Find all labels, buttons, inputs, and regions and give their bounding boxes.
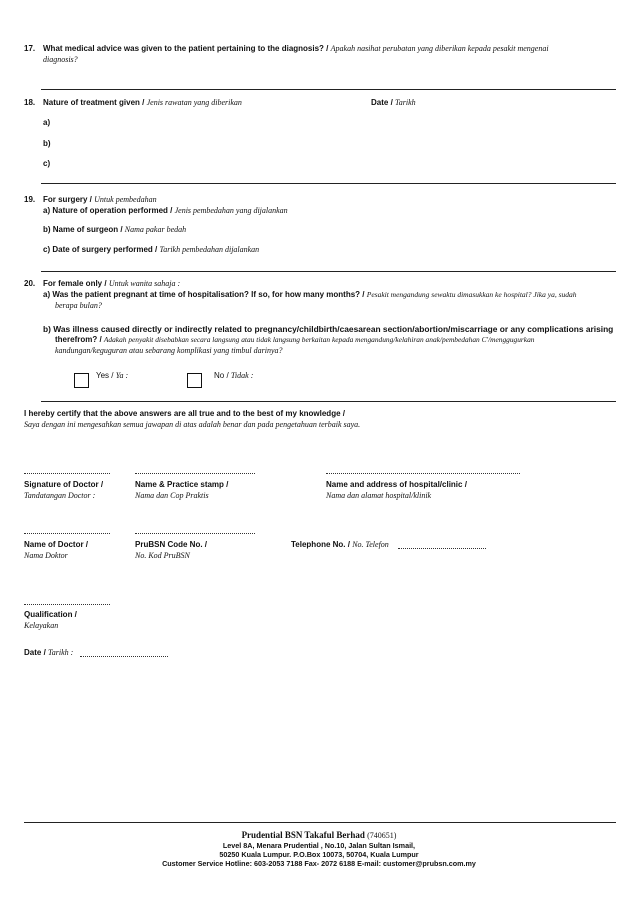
q19-c-en: c) Date of surgery performed / (43, 245, 158, 254)
q19-a-ms: Jenis pembedahan yang dijalankan (174, 206, 288, 215)
q20-b-ms-cont: kandungan/keguguran atau sebarang komplikasi yang timbul darinya? (55, 346, 283, 355)
no-label (214, 371, 253, 380)
q18-text-en: Nature of treatment given / (43, 98, 145, 107)
q17-answer-line[interactable] (41, 89, 616, 90)
q18-item-a[interactable]: a) (43, 118, 51, 127)
code-line[interactable] (135, 533, 255, 534)
q20-a-ms-cont: berapa bulan? (55, 301, 102, 310)
no-checkbox[interactable] (187, 373, 202, 388)
q19-a-en: a) Nature of operation performed / (43, 206, 173, 215)
certify-ms: Saya dengan ini mengesahkan semua jawapan di atas adalah benar dan pada pengetahuan terbaik saya. (24, 420, 361, 429)
signature-line[interactable] (24, 473, 110, 474)
q19-item-a[interactable] (43, 206, 288, 215)
date-label-ms: Tarikh : (48, 648, 74, 657)
q20-number: 20. (24, 279, 36, 288)
qualification-label-ms: Kelayakan (24, 621, 59, 630)
q19-text-en: For surgery / (43, 195, 92, 204)
q19-number: 19. (24, 195, 36, 204)
q19-heading (43, 195, 157, 204)
stamp-label-en: Name & Practice stamp / (135, 480, 229, 489)
no-label-ms: Tidak : (230, 371, 254, 380)
signature-label-ms: Tandatangan Doctor : (24, 491, 96, 500)
q19-answer-line (41, 271, 616, 272)
q18-question (43, 98, 242, 107)
q20-text-ms: Untuk wanita sahaja : (108, 279, 181, 288)
yes-label-en: Yes / (96, 371, 114, 380)
qualification-label-en: Qualification / (24, 610, 77, 619)
q20-item-a (43, 290, 577, 299)
doctor-name-line[interactable] (24, 533, 110, 534)
telephone-line[interactable] (398, 548, 486, 549)
footer-company (0, 830, 638, 840)
q20-b-en: b) Was illness caused directly or indirectly related to pregnancy/childbirth/caesarean section/abortion/miscarriage or any complications arising (43, 324, 614, 334)
yes-checkbox[interactable] (74, 373, 89, 388)
telephone-label (291, 540, 389, 549)
q18-date-en: Date / (371, 98, 393, 107)
q19-c-ms: Tarikh pembedahan dijalankan (159, 245, 260, 254)
date-label-en: Date / (24, 648, 46, 657)
q20-b-ms: Adakah penyakit disebabkan secara langsung atau tidak langsung berkaitan kepada mengandung/kelahiran anak/pembedahan C'/menggugurkan (103, 335, 535, 344)
q19-item-c[interactable] (43, 245, 259, 254)
stamp-line[interactable] (135, 473, 255, 474)
q20-a-ms: Pesakit mengandung sewaktu dimasukkan ke hospital? Jika ya, sudah (366, 290, 577, 299)
q20-item-b-cont (55, 335, 534, 344)
footer-address-1: Level 8A, Menara Prudential , No.10, Jalan Sultan Ismail, (222, 841, 416, 850)
q19-b-en: b) Name of surgeon / (43, 225, 123, 234)
date-label (24, 648, 73, 657)
date-line[interactable] (80, 656, 168, 657)
code-label-ms: No. Kod PruBSN (135, 551, 190, 560)
code-label-en: PruBSN Code No. / (135, 540, 208, 549)
company-name: Prudential BSN Takaful Berhad (241, 830, 365, 840)
q18-item-b[interactable]: b) (43, 139, 51, 148)
doctor-name-label-en: Name of Doctor / (24, 540, 89, 549)
stamp-label-ms: Nama dan Cop Praktis (135, 491, 209, 500)
telephone-label-en: Telephone No. / (291, 540, 350, 549)
company-reg: (740651) (367, 831, 397, 840)
footer-address-2: 50250 Kuala Lumpur. P.O.Box 10073, 50704, Kuala Lumpur (219, 850, 419, 859)
footer-contact: Customer Service Hotline: 603-2053 7188 Fax- 2072 6188 E-mail: customer@prubsn.com.my (162, 859, 476, 868)
q18-answer-line (41, 183, 616, 184)
telephone-label-ms: No. Telefon (352, 540, 389, 549)
q17-question (43, 44, 549, 53)
hospital-label-en: Name and address of hospital/clinic / (326, 480, 467, 489)
certify-en: I hereby certify that the above answers are all true and to the best of my knowledge / (24, 409, 345, 418)
no-label-en: No / (214, 371, 229, 380)
yes-label-ms: Ya : (115, 371, 129, 380)
q18-item-c[interactable]: c) (43, 159, 51, 168)
signature-label-en: Signature of Doctor / (24, 480, 104, 489)
q19-b-ms: Nama pakar bedah (124, 225, 187, 234)
q20-answer-line (41, 401, 616, 402)
doctor-name-label-ms: Nama Doktor (24, 551, 68, 560)
q19-text-ms: Untuk pembedahan (94, 195, 157, 204)
hospital-line[interactable] (326, 473, 520, 474)
q18-date-ms: Tarikh (395, 98, 416, 107)
q18-text-ms: Jenis rawatan yang diberikan (146, 98, 242, 107)
q20-a-en: a) Was the patient pregnant at time of hospitalisation? If so, for how many months? / (43, 290, 365, 299)
q17-text-ms: Apakah nasihat perubatan yang diberikan kepada pesakit mengenai (330, 44, 549, 53)
q20-b-en-cont: therefrom? / (55, 335, 102, 344)
footer-divider (24, 822, 616, 823)
q18-number: 18. (24, 98, 36, 107)
q17-text-ms-cont: diagnosis? (43, 55, 78, 64)
qualification-line[interactable] (24, 604, 110, 605)
q17-number: 17. (24, 44, 36, 53)
q20-text-en: For female only / (43, 279, 107, 288)
q20-heading (43, 279, 180, 288)
yes-label (96, 371, 128, 380)
q18-date-label (371, 98, 416, 107)
q19-item-b[interactable] (43, 225, 186, 234)
hospital-label-ms: Nama dan alamat hospital/klinik (326, 491, 432, 500)
q17-text-en: What medical advice was given to the patient pertaining to the diagnosis? / (43, 44, 329, 53)
